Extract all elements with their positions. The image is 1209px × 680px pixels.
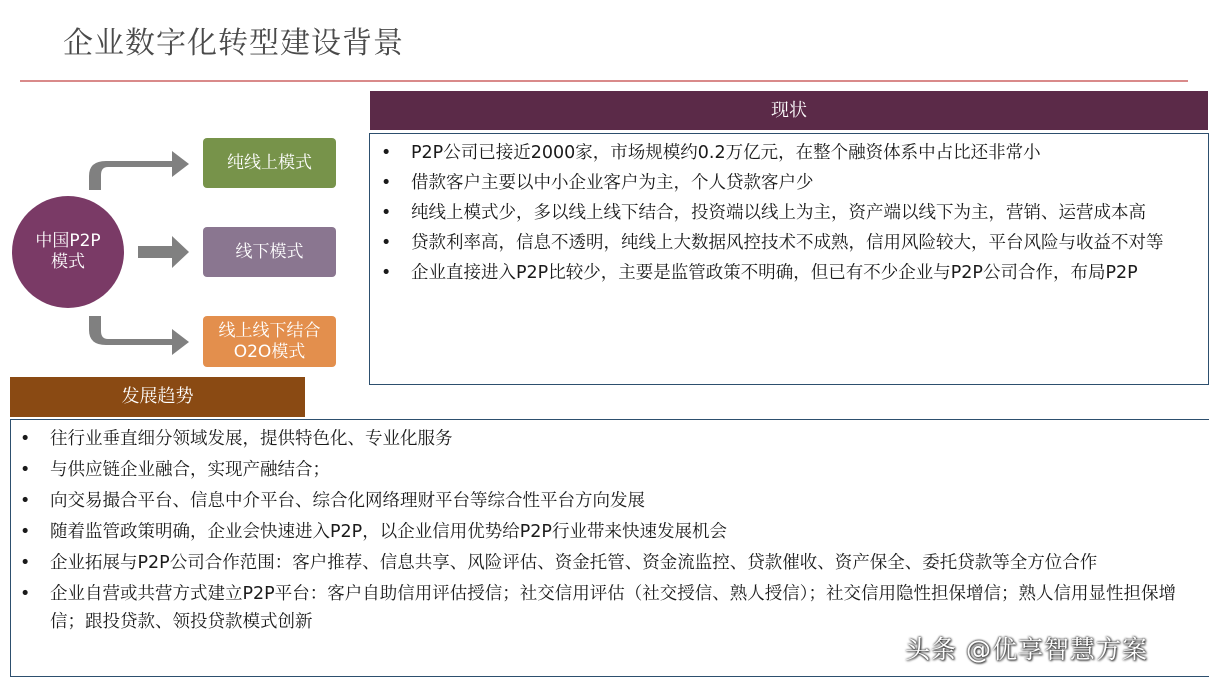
mode-o2o-box — [203, 316, 336, 367]
p2p-model-label: 中国P2P模式 — [35, 231, 101, 272]
list-item — [378, 199, 1200, 227]
arrow-to-o2o-icon — [89, 316, 189, 355]
list-item — [17, 425, 1201, 453]
list-item — [378, 139, 1200, 167]
bullet-icon: • — [381, 173, 392, 193]
mode-o2o-label: 线上线下结合O2O模式 — [218, 320, 321, 362]
p2p-model-circle — [12, 196, 124, 308]
list-item — [17, 518, 1201, 546]
status-panel — [369, 133, 1209, 385]
bullet-icon: • — [20, 429, 31, 449]
bullet-icon: • — [20, 584, 31, 604]
bullet-icon: • — [381, 233, 392, 253]
trend-item-text: 往行业垂直细分领域发展，提供特色化、专业化服务 — [50, 429, 453, 449]
trend-header: 发展趋势 — [10, 377, 305, 417]
bullet-icon: • — [381, 143, 392, 163]
bullet-icon: • — [381, 263, 392, 283]
bullet-icon: • — [20, 491, 31, 511]
list-item — [17, 580, 1201, 636]
list-item — [17, 456, 1201, 484]
status-item-text: 企业直接进入P2P比较少，主要是监管政策不明确，但已有不少企业与P2P公司合作，布局P2P — [411, 263, 1138, 283]
status-header: 现状 — [370, 91, 1208, 130]
bullet-icon: • — [20, 553, 31, 573]
trend-item-text: 企业自营或共营方式建立P2P平台：客户自助信用评估授信；社交信用评估（社交授信、熟人授信）；社交信用隐性担保增信；熟人信用显性担保增信；跟投贷款、领投贷款模式创新 — [50, 584, 1176, 632]
list-item — [378, 229, 1200, 257]
list-item — [378, 169, 1200, 197]
mode-online-box: 纯线上模式 — [203, 138, 336, 188]
arrow-to-offline-icon — [138, 236, 189, 268]
trend-item-text: 与供应链企业融合，实现产融结合； — [50, 460, 330, 480]
list-item — [378, 259, 1200, 287]
trend-item-text: 向交易撮合平台、信息中介平台、综合化网络理财平台等综合性平台方向发展 — [50, 491, 645, 511]
status-item-text: P2P公司已接近2000家，市场规模约0.2万亿元，在整个融资体系中占比还非常小 — [411, 143, 1041, 163]
arrow-to-online-icon — [89, 151, 189, 190]
trend-item-text: 随着监管政策明确，企业会快速进入P2P，以企业信用优势给P2P行业带来快速发展机会 — [50, 522, 727, 542]
mode-offline-box: 线下模式 — [203, 227, 336, 277]
bullet-icon: • — [381, 203, 392, 223]
trend-item-text: 企业拓展与P2P公司合作范围：客户推荐、信息共享、风险评估、资金托管、资金流监控、贷款催收、资产保全、委托贷款等全方位合作 — [50, 553, 1098, 573]
watermark: 头条 @优享智慧方案 — [905, 635, 1148, 664]
status-item-text: 贷款利率高，信息不透明，纯线上大数据风控技术不成熟，信用风险较大，平台风险与收益不对等 — [411, 233, 1164, 253]
page-title: 企业数字化转型建设背景 — [63, 26, 404, 61]
list-item — [17, 487, 1201, 515]
status-item-text: 借款客户主要以中小企业客户为主，个人贷款客户少 — [411, 173, 814, 193]
list-item — [17, 549, 1201, 577]
bullet-icon: • — [20, 522, 31, 542]
bullet-icon: • — [20, 460, 31, 480]
status-item-text: 纯线上模式少，多以线上线下结合，投资端以线上为主，资产端以线下为主，营销、运营成本高 — [411, 203, 1146, 223]
